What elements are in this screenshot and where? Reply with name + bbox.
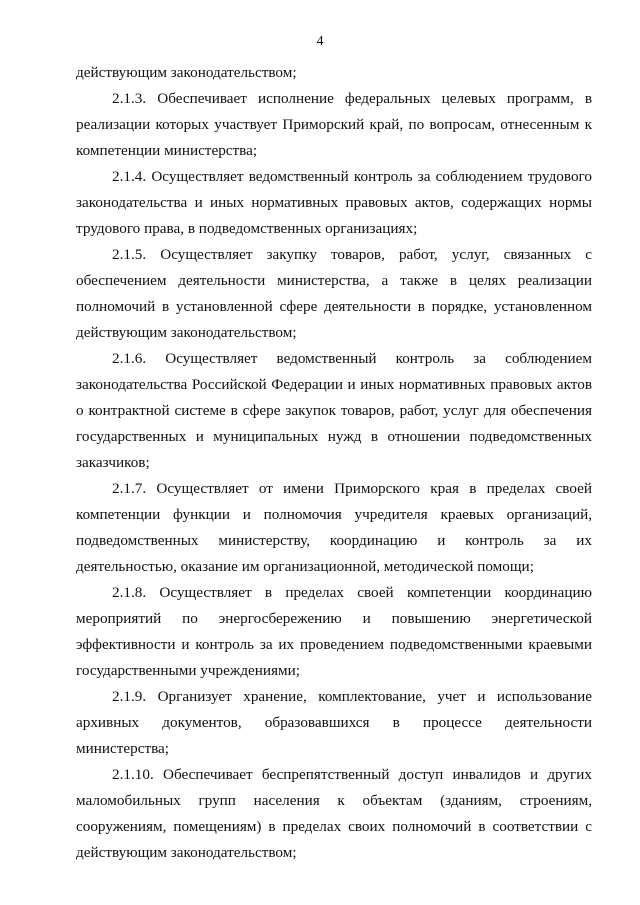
- paragraph-2-1-9: 2.1.9. Организует хранение, комплектование, учет и использование архивных документов, образовавшихся в процессе деятельности министерства;: [76, 688, 592, 757]
- paragraph-2-1-4: 2.1.4. Осуществляет ведомственный контроль за соблюдением трудового законодательства и иных нормативных правовых актов, содержащих нормы трудового права, в подведомственных организациях;: [76, 168, 592, 237]
- document-body: [76, 60, 592, 866]
- paragraph-continuation: действующим законодательством;: [76, 64, 297, 81]
- paragraph-2-1-5: 2.1.5. Осуществляет закупку товаров, работ, услуг, связанных с обеспечением деятельности министерства, а также в целях реализации полномочий в установленной сфере деятельности в порядке, установленном действующим законодательством;: [76, 246, 592, 341]
- page-number: 4: [316, 34, 324, 49]
- paragraph-2-1-3: 2.1.3. Обеспечивает исполнение федеральных целевых программ, в реализации которых участвует Приморский край, по вопросам, отнесенным к компетенции министерства;: [76, 90, 592, 159]
- paragraph-2-1-8: 2.1.8. Осуществляет в пределах своей компетенции координацию мероприятий по энергосбережению и повышению энергетической эффективности и контроль за их проведением подведомственными краевыми государственными учреждениями;: [76, 584, 592, 679]
- paragraph-2-1-6: 2.1.6. Осуществляет ведомственный контроль за соблюдением законодательства Российской Федерации и иных нормативных правовых актов о контрактной системе в сфере закупок товаров, работ, услуг для обеспечения государственных и муниципальных нужд в отношении подведомственных заказчиков;: [76, 350, 592, 471]
- paragraph-2-1-7: 2.1.7. Осуществляет от имени Приморского края в пределах своей компетенции функции и полномочия учредителя краевых организаций, подведомственных министерству, координацию и контроль за их деятельностью, оказание им организационной, методической помощи;: [76, 480, 592, 575]
- paragraph-2-1-10: 2.1.10. Обеспечивает беспрепятственный доступ инвалидов и других маломобильных групп населения к объектам (зданиям, строениям, сооружениям, помещениям) в пределах своих полномочий в соответствии с действующим законодательством;: [76, 766, 592, 861]
